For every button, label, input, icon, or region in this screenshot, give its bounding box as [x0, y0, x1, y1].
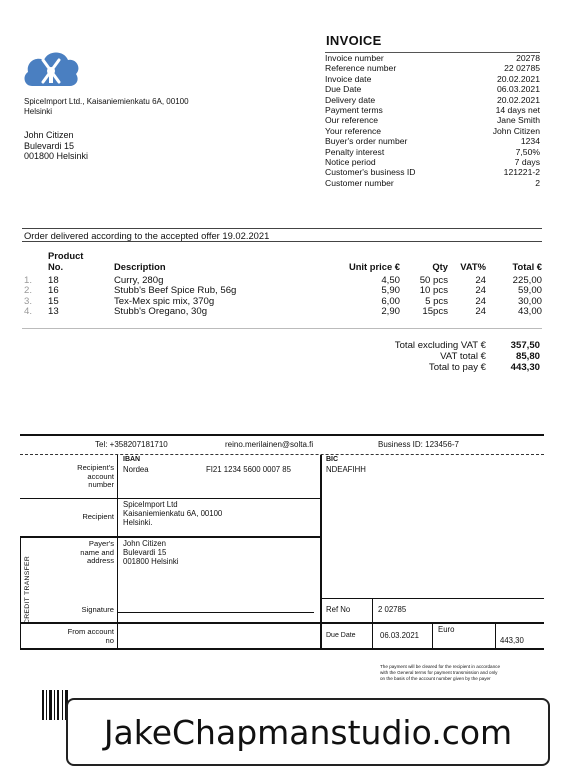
- watermark-banner: JakeChapmanstudio.com: [66, 698, 550, 766]
- invoice-field-value: 20278: [466, 53, 540, 64]
- item-qty: 5 pcs: [425, 295, 448, 307]
- invoice-title: INVOICE: [326, 33, 382, 48]
- col-product-no-2: No.: [48, 260, 64, 272]
- invoice-details: [325, 52, 540, 188]
- credit-transfer-label: CREDIT TRANSFER: [24, 555, 31, 624]
- totals-label: Total to pay €: [428, 361, 486, 373]
- table-row: [24, 286, 542, 296]
- slip-email: reino.merilainen@solta.fi: [225, 440, 314, 449]
- invoice-field-row: [325, 167, 540, 177]
- slip-vline: [495, 624, 496, 649]
- invoice-field-label: Our reference: [325, 115, 379, 126]
- sender-address: [24, 97, 189, 116]
- item-total: 225,00: [512, 275, 542, 286]
- invoice-field-row: [325, 178, 540, 188]
- sender-street: SpiceImport Ltd., Kaisaniemienkatu 6A, 00100: [24, 97, 189, 106]
- slip-vline: [432, 624, 433, 649]
- col-vat: VAT%: [460, 260, 486, 272]
- slip-hline: [20, 536, 322, 538]
- payer-line: Bulevardi 15: [123, 547, 167, 557]
- invoice-field-value: 14 days net: [495, 105, 540, 116]
- table-row: [24, 276, 542, 286]
- invoice-field-value: 22 02785: [504, 63, 540, 74]
- item-total: 59,00: [517, 285, 542, 297]
- slip-hline: [20, 622, 544, 624]
- invoice-field-row: [325, 105, 540, 115]
- item-vat: 24: [475, 295, 486, 307]
- slip-business-id: Business ID: 123456-7: [378, 440, 459, 449]
- totals-label: VAT total €: [440, 350, 486, 362]
- iban-value: FI21 1234 5600 0007 85: [206, 465, 291, 474]
- invoice-field-label: Reference number: [325, 63, 397, 74]
- due-value: 06.03.2021: [380, 631, 420, 640]
- invoice-field-value: 7 days: [514, 157, 540, 168]
- ref-value: 2 02785: [378, 605, 407, 614]
- invoice-field-label: Invoice date: [325, 73, 372, 84]
- recipient-line: Kaisaniemienkatu 6A, 00100: [123, 508, 223, 518]
- invoice-field-label: Delivery date: [325, 94, 376, 105]
- item-unit-price: 6,00: [381, 295, 400, 307]
- invoice-field-label: Invoice number: [325, 53, 466, 64]
- totals-row: [352, 363, 540, 374]
- euro-label: Euro: [438, 625, 455, 634]
- payer-details: [123, 540, 178, 566]
- divider: [22, 241, 542, 242]
- table-row: [24, 297, 542, 307]
- invoice-field-row: [325, 84, 540, 94]
- invoice-field-row: [325, 147, 540, 157]
- label-line: name and: [80, 547, 114, 557]
- invoice-field-row: [325, 115, 540, 125]
- item-description: Curry, 280g: [114, 275, 164, 286]
- invoice-field-row: [325, 136, 540, 146]
- slip-tel: Tel: +358207181710: [95, 440, 168, 449]
- customer-street: Bulevardi 15: [24, 140, 75, 151]
- col-product-no: Product: [48, 250, 84, 261]
- payer-line: John Citizen: [123, 539, 166, 548]
- items-header: [24, 251, 542, 272]
- slip-vline: [320, 455, 322, 649]
- iban-label: IBAN: [123, 456, 141, 463]
- divider: [22, 328, 542, 329]
- totals-value: 443,30: [510, 361, 540, 373]
- label-line: Payer's: [88, 539, 114, 548]
- totals-label: Total excluding VAT €: [394, 340, 486, 351]
- table-row: [24, 307, 542, 317]
- invoice-field-label: Customer number: [325, 177, 394, 188]
- bank-name: Nordea: [123, 465, 149, 474]
- item-number: 18: [48, 275, 59, 286]
- item-unit-price: 5,90: [381, 285, 400, 297]
- amount-value: 443,30: [500, 636, 524, 645]
- recipient-label: Recipient: [82, 512, 114, 521]
- recipient-account-label: [40, 464, 114, 490]
- label-line: address: [86, 556, 114, 566]
- col-unit-price: Unit price €: [348, 260, 400, 272]
- fine-print-line: The payment will be cleared for the recipient in accordance: [380, 664, 501, 669]
- slip-vline: [117, 455, 118, 649]
- item-index: 4.: [24, 306, 33, 318]
- slip-hline: [20, 498, 322, 499]
- divider: [22, 228, 542, 229]
- item-description: Stubb's Oregano, 30g: [114, 306, 208, 318]
- bic-value: NDEAFIHH: [326, 465, 366, 474]
- item-unit-price: 4,50: [381, 275, 400, 286]
- item-qty: 50 pcs: [419, 275, 448, 286]
- customer-name: John Citizen: [24, 130, 74, 140]
- recipient-line: SpiceImport Ltd: [123, 500, 178, 509]
- slip-hline: [320, 598, 544, 599]
- invoice-field-value: 7,50%: [515, 146, 540, 157]
- invoice-field-row: [325, 126, 540, 136]
- label-line: number: [88, 480, 114, 490]
- item-number: 13: [48, 306, 59, 318]
- totals-value: 357,50: [510, 340, 540, 351]
- item-index: 1.: [24, 275, 33, 286]
- customer-address: [24, 130, 88, 162]
- item-description: Stubb's Beef Spice Rub, 56g: [114, 285, 237, 297]
- from-account-input[interactable]: [124, 628, 314, 644]
- cut-line: [20, 454, 544, 455]
- invoice-field-label: Buyer's order number: [325, 136, 408, 147]
- invoice-field-row: [325, 53, 540, 64]
- invoice-field-value: 121221-2: [503, 167, 540, 178]
- item-total: 43,00: [517, 306, 542, 318]
- item-vat: 24: [475, 275, 486, 286]
- invoice-field-row: [325, 74, 540, 84]
- col-qty: Qty: [432, 260, 448, 272]
- item-qty: 10 pcs: [419, 285, 448, 297]
- invoice-field-row: [325, 63, 540, 73]
- invoice-field-row: [325, 157, 540, 167]
- recipient-details: [123, 501, 222, 527]
- company-logo: [22, 46, 80, 94]
- col-total: Total €: [512, 260, 542, 272]
- ref-label: Ref No: [326, 605, 351, 614]
- invoice-field-value: John Citizen: [492, 125, 540, 136]
- order-note: Order delivered according to the accepted offer 19.02.2021: [24, 230, 270, 241]
- item-description: Tex-Mex spic mix, 370g: [114, 295, 215, 307]
- fine-print: [380, 664, 500, 682]
- invoice-field-value: 06.03.2021: [496, 84, 540, 95]
- invoice-field-label: Your reference: [325, 125, 382, 136]
- fine-print-line: with the General terms for payment transmission and only: [380, 670, 498, 675]
- payer-label: [40, 540, 114, 566]
- item-vat: 24: [475, 306, 486, 318]
- totals-table: [352, 341, 540, 373]
- recipient-line: Helsinki.: [123, 517, 153, 527]
- signature-label: Signature: [81, 605, 114, 614]
- invoice-field-value: 1234: [520, 136, 540, 147]
- fine-print-line: on the basis of the account number given by the payer: [380, 676, 491, 681]
- slip-vline: [20, 537, 21, 649]
- totals-value: 85,80: [515, 350, 540, 362]
- item-index: 2.: [24, 285, 33, 297]
- item-number: 15: [48, 295, 59, 307]
- label-line: From account: [67, 627, 114, 636]
- invoice-field-value: Jane Smith: [497, 115, 540, 126]
- invoice-field-label: Due Date: [325, 84, 362, 95]
- label-line: account: [87, 471, 114, 481]
- label-line: Recipient's: [77, 463, 114, 472]
- slip-top-border: [20, 434, 544, 436]
- totals-row: [352, 352, 540, 363]
- item-unit-price: 2,90: [381, 306, 400, 318]
- slip-hline: [20, 648, 544, 650]
- item-number: 16: [48, 285, 59, 297]
- sender-city: Helsinki: [24, 106, 53, 116]
- item-index: 3.: [24, 295, 33, 307]
- from-account-label: [40, 628, 114, 645]
- invoice-field-label: Payment terms: [325, 105, 383, 116]
- invoice-field-value: 20.02.2021: [496, 73, 540, 84]
- item-vat: 24: [475, 285, 486, 297]
- col-description: Description: [114, 260, 166, 272]
- invoice-field-label: Customer's business ID: [325, 167, 416, 178]
- invoice-field-value: 20.02.2021: [496, 94, 540, 105]
- due-label: Due Date: [326, 632, 356, 639]
- invoice-field-label: Notice period: [325, 157, 376, 168]
- invoice-field-row: [325, 95, 540, 105]
- item-qty: 15pcs: [422, 306, 448, 318]
- customer-postal: 001800 Helsinki: [24, 151, 89, 161]
- item-total: 30,00: [517, 295, 542, 307]
- invoice-field-label: Penalty interest: [325, 146, 385, 157]
- payer-line: 001800 Helsinki: [123, 556, 179, 566]
- invoice-field-value: 2: [535, 177, 540, 188]
- items-table: [24, 251, 542, 318]
- label-line: no: [105, 635, 114, 645]
- bic-label: BIC: [326, 456, 339, 463]
- signature-line: [118, 612, 314, 613]
